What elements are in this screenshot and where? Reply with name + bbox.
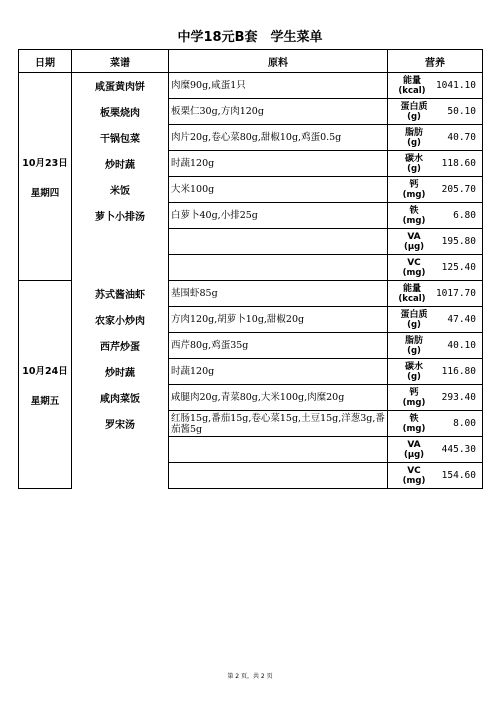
- header-ingredients: 原料: [169, 50, 388, 73]
- nutrient-unit: (g): [407, 319, 421, 330]
- nutrient-name: 脂肪: [404, 335, 423, 346]
- nutrition-cell: [388, 437, 483, 463]
- dish-name: [72, 255, 169, 281]
- nutrient-value: 293.40: [441, 392, 476, 403]
- nutrient-name: 铁: [409, 205, 419, 216]
- dish-name: [72, 229, 169, 255]
- nutrient-value: 205.70: [441, 184, 476, 195]
- dish-name: 萝卜小排汤: [72, 203, 169, 229]
- nutrient-name: 蛋白质: [400, 101, 428, 112]
- nutrient-label: [388, 388, 440, 408]
- dish-name: 板栗烧肉: [72, 99, 169, 125]
- nutrient-unit: (μg): [403, 241, 425, 252]
- nutrition-cell: [388, 203, 483, 229]
- weekday-label: 星期四: [30, 187, 60, 199]
- nutrient-name: VA: [407, 231, 421, 242]
- nutrient-name: 能量: [402, 75, 421, 86]
- nutrient-name: 钙: [409, 387, 419, 398]
- dish-name: 干锅包菜: [72, 125, 169, 151]
- menu-row: [19, 385, 483, 411]
- dish-name: 米饭: [72, 177, 169, 203]
- menu-row: [19, 307, 483, 333]
- nutrient-value: 6.80: [453, 210, 476, 221]
- nutrient-name: VA: [407, 439, 421, 450]
- nutrient-name: 钙: [409, 179, 419, 190]
- nutrient-name: VC: [407, 465, 421, 476]
- menu-row: [19, 463, 483, 489]
- dish-name: 炒时蔬: [72, 151, 169, 177]
- nutrient-label: [388, 466, 440, 486]
- nutrition-cell: [388, 463, 483, 489]
- nutrition-cell: [388, 99, 483, 125]
- nutrition-cell: [388, 255, 483, 281]
- nutrition-cell: [388, 73, 483, 99]
- nutrient-name: 脂肪: [404, 127, 423, 138]
- nutrient-unit: (g): [407, 137, 421, 148]
- nutrient-label: [388, 310, 440, 330]
- menu-row: [19, 437, 483, 463]
- ingredient-text: [169, 463, 388, 489]
- menu-row: [19, 177, 483, 203]
- nutrient-unit: (g): [407, 371, 421, 382]
- ingredient-text: [169, 255, 388, 281]
- nutrition-cell: [388, 177, 483, 203]
- dish-name: 咸肉菜饭: [72, 385, 169, 411]
- menu-row: [19, 125, 483, 151]
- nutrition-cell: [388, 125, 483, 151]
- header-nutrition: 营养: [388, 50, 483, 73]
- nutrient-unit: (g): [407, 163, 421, 174]
- menu-row: [19, 411, 483, 437]
- nutrient-unit: (g): [407, 111, 421, 122]
- date-label: 10月24日: [22, 365, 68, 377]
- date-cell: [19, 281, 72, 489]
- date-label: 10月23日: [22, 157, 68, 169]
- nutrient-label: [388, 336, 440, 356]
- dish-name: 农家小炒肉: [72, 307, 169, 333]
- menu-row: [19, 359, 483, 385]
- nutrient-unit: (g): [407, 345, 421, 356]
- nutrient-value: 8.00: [453, 418, 476, 429]
- ingredient-text: 肉片20g,卷心菜80g,甜椒10g,鸡蛋0.5g: [169, 125, 388, 151]
- date-cell: [19, 73, 72, 281]
- menu-row: [19, 229, 483, 255]
- nutrition-cell: [388, 307, 483, 333]
- ingredient-text: 时蔬120g: [169, 151, 388, 177]
- ingredient-text: 板栗仁30g,方肉120g: [169, 99, 388, 125]
- nutrition-cell: [388, 411, 483, 437]
- menu-row: [19, 281, 483, 307]
- nutrient-value: 118.60: [441, 158, 476, 169]
- dish-name: 苏式酱油虾: [72, 281, 169, 307]
- header-dish: 菜谱: [72, 50, 169, 73]
- nutrient-value: 195.80: [441, 236, 476, 247]
- ingredient-text: 基围虾85g: [169, 281, 388, 307]
- ingredient-text: [169, 229, 388, 255]
- dish-name: [72, 463, 169, 489]
- nutrient-label: [388, 154, 440, 174]
- nutrient-name: 铁: [409, 413, 419, 424]
- nutrient-unit: (kcal): [398, 293, 426, 304]
- ingredient-text: 白萝卜40g,小排25g: [169, 203, 388, 229]
- nutrient-value: 125.40: [441, 262, 476, 273]
- nutrient-label: [388, 440, 440, 460]
- nutrient-label: [388, 206, 440, 226]
- nutrient-value: 445.30: [441, 444, 476, 455]
- nutrition-cell: [388, 281, 483, 307]
- nutrient-unit: (mg): [402, 215, 426, 226]
- nutrient-label: [388, 232, 440, 252]
- nutrient-value: 50.10: [447, 106, 476, 117]
- nutrient-name: 碳水: [404, 361, 423, 372]
- nutrient-unit: (μg): [403, 449, 425, 460]
- dish-name: [72, 437, 169, 463]
- nutrient-value: 1017.70: [435, 288, 476, 299]
- nutrient-value: 40.70: [447, 132, 476, 143]
- nutrient-unit: (mg): [402, 397, 426, 408]
- dish-name: 西芹炒蛋: [72, 333, 169, 359]
- nutrient-value: 116.80: [441, 366, 476, 377]
- menu-row: [19, 73, 483, 99]
- nutrient-unit: (mg): [402, 267, 426, 278]
- nutrient-unit: (mg): [402, 423, 426, 434]
- nutrient-name: 能量: [402, 283, 421, 294]
- dish-name: 炒时蔬: [72, 359, 169, 385]
- nutrient-unit: (mg): [402, 475, 426, 486]
- nutrient-label: [388, 362, 440, 382]
- nutrient-name: VC: [407, 257, 421, 268]
- nutrient-label: [388, 258, 440, 278]
- ingredient-text: 咸腿肉20g,青菜80g,大米100g,肉糜20g: [169, 385, 388, 411]
- nutrient-label: [388, 76, 436, 96]
- nutrition-cell: [388, 359, 483, 385]
- nutrient-unit: (kcal): [398, 85, 426, 96]
- ingredient-text: 方肉120g,胡萝卜10g,甜椒20g: [169, 307, 388, 333]
- nutrient-value: 40.10: [447, 340, 476, 351]
- nutrient-label: [388, 102, 440, 122]
- menu-table: [18, 49, 483, 489]
- nutrient-value: 154.60: [441, 470, 476, 481]
- page-title: 中学18元B套 学生菜单: [177, 30, 323, 45]
- menu-row: [19, 151, 483, 177]
- nutrient-label: [388, 284, 436, 304]
- menu-row: [19, 203, 483, 229]
- menu-row: [19, 333, 483, 359]
- nutrient-unit: (mg): [402, 189, 426, 200]
- nutrient-name: 蛋白质: [400, 309, 428, 320]
- nutrient-name: 碳水: [404, 153, 423, 164]
- header-date: 日期: [19, 50, 72, 73]
- nutrient-value: 1041.10: [435, 80, 476, 91]
- menu-row: [19, 255, 483, 281]
- ingredient-text: 西芹80g,鸡蛋35g: [169, 333, 388, 359]
- ingredient-text: 时蔬120g: [169, 359, 388, 385]
- menu-row: [19, 99, 483, 125]
- header-row: [19, 50, 483, 73]
- ingredient-text: 肉糜90g,咸蛋1只: [169, 73, 388, 99]
- ingredient-text: 红肠15g,番茄15g,卷心菜15g,土豆15g,洋葱3g,番茄酱5g: [169, 411, 388, 437]
- dish-name: 罗宋汤: [72, 411, 169, 437]
- nutrition-cell: [388, 385, 483, 411]
- nutrient-label: [388, 180, 440, 200]
- dish-name: 咸蛋黄肉饼: [72, 73, 169, 99]
- nutrient-label: [388, 128, 440, 148]
- ingredient-text: [169, 437, 388, 463]
- weekday-label: 星期五: [30, 395, 60, 407]
- nutrient-value: 47.40: [447, 314, 476, 325]
- page-footer: 第 2 页，共 2 页: [227, 673, 273, 680]
- nutrition-cell: [388, 151, 483, 177]
- nutrient-label: [388, 414, 440, 434]
- nutrition-cell: [388, 229, 483, 255]
- nutrition-cell: [388, 333, 483, 359]
- ingredient-text: 大米100g: [169, 177, 388, 203]
